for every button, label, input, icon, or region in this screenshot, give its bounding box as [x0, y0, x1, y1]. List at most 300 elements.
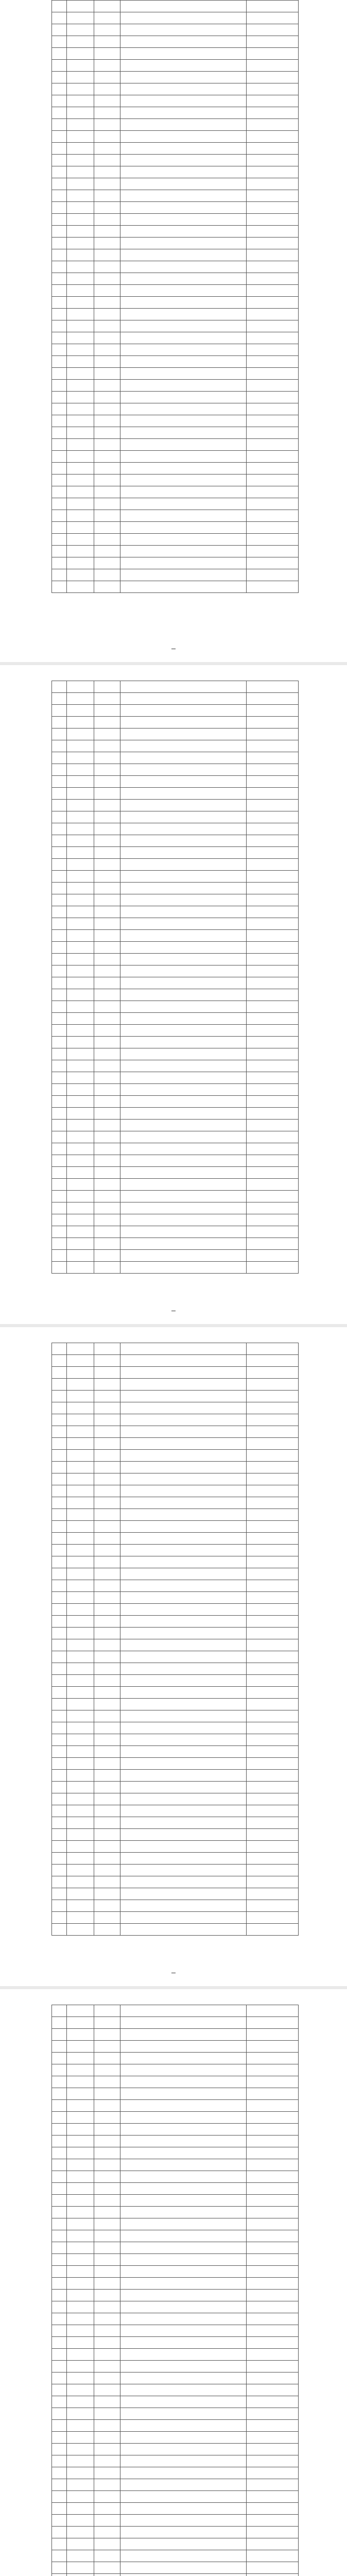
table-cell [67, 2254, 94, 2266]
table-cell [67, 1143, 94, 1155]
table-cell [94, 1853, 120, 1865]
table-cell [94, 1438, 120, 1450]
table-cell [247, 1096, 299, 1108]
table-cell [120, 1262, 247, 1274]
table-cell [67, 2455, 94, 2467]
table-cell [120, 451, 247, 463]
table-cell [67, 214, 94, 226]
table-cell [247, 1402, 299, 1414]
table-cell [120, 1108, 247, 1120]
table-cell [52, 1592, 67, 1604]
table-cell [67, 2124, 94, 2136]
table-cell [52, 2112, 67, 2124]
table-cell [67, 2159, 94, 2171]
table-cell [52, 72, 67, 83]
table-row [52, 1568, 299, 1580]
table-cell [52, 2349, 67, 2361]
table-cell [247, 1805, 299, 1817]
table-cell [67, 368, 94, 380]
table-cell [52, 403, 67, 415]
table-cell [52, 1013, 67, 1025]
table-cell [94, 1770, 120, 1782]
table-cell [94, 1663, 120, 1675]
table-cell [52, 214, 67, 226]
table-cell [247, 2467, 299, 2479]
table-cell [247, 2503, 299, 2515]
table-cell [52, 2207, 67, 2218]
table-cell [247, 2372, 299, 2384]
table-row [52, 2053, 299, 2064]
table-row [52, 788, 299, 800]
table-cell [120, 1250, 247, 1262]
table-cell [247, 392, 299, 403]
table-row [52, 2076, 299, 2088]
table-row [52, 1167, 299, 1179]
table-cell [247, 166, 299, 178]
table-cell [94, 2112, 120, 2124]
table-cell [247, 510, 299, 522]
table-cell [120, 2100, 247, 2112]
table-row [52, 1473, 299, 1485]
table-cell [67, 1426, 94, 1438]
table-cell [120, 226, 247, 238]
table-cell [247, 752, 299, 764]
table-cell [67, 2479, 94, 2491]
table-cell [247, 1841, 299, 1853]
table-cell [52, 1037, 67, 1048]
table-cell [94, 764, 120, 776]
table-cell [67, 776, 94, 788]
table-cell [247, 977, 299, 989]
table-cell [94, 190, 120, 202]
table-cell [120, 1414, 247, 1426]
table-cell [67, 2372, 94, 2384]
table-row [52, 95, 299, 107]
table-cell [120, 72, 247, 83]
table-cell [120, 1379, 247, 1391]
table-cell [52, 2053, 67, 2064]
table-cell [67, 2136, 94, 2147]
table-cell [120, 238, 247, 249]
table-row [52, 1226, 299, 1238]
table-cell [94, 2076, 120, 2088]
table-cell [52, 12, 67, 24]
table-cell [94, 1179, 120, 1191]
table-cell [94, 344, 120, 356]
table-cell [247, 1710, 299, 1722]
table-row [52, 681, 299, 693]
table-cell [67, 1734, 94, 1746]
table-row [52, 1485, 299, 1497]
table-cell [67, 954, 94, 965]
table-cell [120, 2527, 247, 2538]
table-row [52, 1179, 299, 1191]
table-cell [247, 2017, 299, 2029]
table-cell [52, 1191, 67, 1202]
table-cell [120, 871, 247, 883]
table-cell [120, 2467, 247, 2479]
table-cell [247, 1675, 299, 1687]
table-row [52, 1462, 299, 1473]
table-cell [247, 1379, 299, 1391]
table-cell [120, 1888, 247, 1900]
table-cell [120, 510, 247, 522]
table-cell [94, 131, 120, 143]
table-cell [120, 557, 247, 569]
table-cell [67, 1001, 94, 1013]
table-cell [120, 1675, 247, 1687]
table-cell [120, 1912, 247, 1924]
table-cell [120, 2230, 247, 2242]
table-cell [52, 368, 67, 380]
table-row [52, 728, 299, 740]
table-cell [94, 2325, 120, 2337]
table-row [52, 2420, 299, 2432]
table-cell [120, 368, 247, 380]
table-cell [247, 2136, 299, 2147]
table-cell [247, 581, 299, 593]
table-row [52, 1900, 299, 1912]
table-row [52, 1592, 299, 1604]
table-cell [67, 261, 94, 273]
table-cell [52, 297, 67, 309]
table-cell [120, 166, 247, 178]
table-cell [52, 1556, 67, 1568]
table-cell [52, 48, 67, 60]
table-cell [67, 1865, 94, 1876]
table-cell [120, 2337, 247, 2349]
table-cell [52, 1841, 67, 1853]
table-cell [94, 546, 120, 557]
table-cell [247, 2349, 299, 2361]
table-cell [94, 2527, 120, 2538]
table-row [52, 534, 299, 546]
table-cell [120, 2171, 247, 2183]
table-cell [52, 859, 67, 871]
table-cell [94, 569, 120, 581]
document-page-1 [0, 0, 347, 662]
table-cell [67, 1250, 94, 1262]
table-cell [94, 1793, 120, 1805]
table-cell [247, 1013, 299, 1025]
table-cell [94, 1556, 120, 1568]
table-row [52, 1355, 299, 1367]
table-cell [247, 522, 299, 534]
table-cell [67, 1545, 94, 1556]
table-cell [67, 1829, 94, 1841]
table-row [52, 1616, 299, 1628]
table-cell [94, 2313, 120, 2325]
table-cell [247, 2432, 299, 2444]
table-cell [94, 2266, 120, 2278]
table-row [52, 1155, 299, 1167]
table-cell [247, 1616, 299, 1628]
table-cell [67, 1402, 94, 1414]
table-cell [247, 569, 299, 581]
table-cell [247, 463, 299, 474]
table-cell [52, 1829, 67, 1841]
table-cell [94, 451, 120, 463]
table-cell [120, 83, 247, 95]
table-row [52, 776, 299, 788]
table-cell [120, 2278, 247, 2290]
table-cell [120, 2005, 247, 2017]
table-row [52, 1238, 299, 1250]
table-cell [94, 368, 120, 380]
table-cell [52, 835, 67, 847]
table-row [52, 2254, 299, 2266]
table-cell [67, 2444, 94, 2455]
table-cell [94, 1604, 120, 1616]
table-cell [94, 788, 120, 800]
table-row [52, 1675, 299, 1687]
table-cell [52, 2136, 67, 2147]
table-row [52, 1001, 299, 1013]
table-cell [52, 581, 67, 593]
table-cell [67, 2242, 94, 2254]
table-cell [247, 1473, 299, 1485]
table-cell [94, 261, 120, 273]
table-cell [52, 1001, 67, 1013]
table-cell [94, 2029, 120, 2041]
table-cell [94, 2361, 120, 2372]
table-row [52, 1770, 299, 1782]
table-row [52, 261, 299, 273]
table-cell [67, 1072, 94, 1084]
table-cell [52, 2444, 67, 2455]
table-cell [94, 474, 120, 486]
table-row [52, 977, 299, 989]
table-cell [247, 1888, 299, 1900]
table-cell [247, 1414, 299, 1426]
table-cell [247, 1853, 299, 1865]
table-cell [67, 557, 94, 569]
table-cell [247, 1226, 299, 1238]
table-cell [94, 2254, 120, 2266]
table-cell [120, 1592, 247, 1604]
table-row [52, 2171, 299, 2183]
table-cell [67, 1853, 94, 1865]
table-cell [67, 1651, 94, 1663]
table-cell [67, 2171, 94, 2183]
table-cell [247, 2207, 299, 2218]
table-cell [52, 1048, 67, 1060]
table-cell [120, 1037, 247, 1048]
table-row [52, 2005, 299, 2017]
table-cell [52, 356, 67, 368]
table-cell [52, 1355, 67, 1367]
table-cell [67, 847, 94, 859]
table-cell [52, 2361, 67, 2372]
table-cell [52, 1250, 67, 1262]
table-row [52, 1096, 299, 1108]
table-row [52, 1379, 299, 1391]
table-row [52, 403, 299, 415]
table-cell [120, 1616, 247, 1628]
table-cell [52, 320, 67, 332]
table-cell [52, 2088, 67, 2100]
table-cell [52, 1497, 67, 1509]
table-row [52, 415, 299, 427]
table-cell [67, 1391, 94, 1402]
table-cell [247, 72, 299, 83]
table-cell [67, 1214, 94, 1226]
table-row [52, 143, 299, 155]
table-cell [94, 1391, 120, 1402]
table-cell [94, 717, 120, 728]
table-cell [67, 2100, 94, 2112]
table-cell [120, 2538, 247, 2550]
table-cell [52, 1580, 67, 1592]
table-cell [120, 2515, 247, 2527]
table-cell [247, 119, 299, 131]
table-cell [247, 2195, 299, 2207]
table-cell [67, 83, 94, 95]
table-cell [120, 681, 247, 693]
table-cell [52, 1912, 67, 1924]
table-cell [120, 752, 247, 764]
table-row [52, 60, 299, 72]
table-cell [67, 2562, 94, 2574]
table-row [52, 392, 299, 403]
table-cell [52, 823, 67, 835]
table-cell [67, 788, 94, 800]
page-number [0, 1307, 347, 1313]
table-cell [94, 1734, 120, 1746]
table-cell [67, 1167, 94, 1179]
table-cell [120, 119, 247, 131]
table-cell [120, 1226, 247, 1238]
table-cell [120, 2183, 247, 2195]
table-cell [247, 1533, 299, 1545]
table-cell [52, 1438, 67, 1450]
table-cell [94, 2372, 120, 2384]
table-cell [94, 463, 120, 474]
table-cell [120, 332, 247, 344]
table-cell [120, 2479, 247, 2491]
table-cell [67, 320, 94, 332]
table-cell [94, 2230, 120, 2242]
table-cell [120, 392, 247, 403]
table-cell [67, 1238, 94, 1250]
table-cell [52, 1238, 67, 1250]
table-cell [247, 906, 299, 918]
table-cell [94, 2479, 120, 2491]
table-cell [247, 1155, 299, 1167]
table-cell [52, 273, 67, 285]
table-cell [120, 977, 247, 989]
table-cell [67, 2384, 94, 2396]
table-cell [67, 2361, 94, 2372]
table-row [52, 546, 299, 557]
table-cell [120, 2041, 247, 2053]
table-cell [67, 740, 94, 752]
table-cell [67, 2550, 94, 2562]
table-cell [120, 1817, 247, 1829]
table-cell [94, 510, 120, 522]
table-cell [52, 463, 67, 474]
table-cell [247, 2088, 299, 2100]
table-cell [94, 557, 120, 569]
table-cell [247, 800, 299, 811]
table-cell [52, 2562, 67, 2574]
table-cell [247, 1179, 299, 1191]
table-cell [247, 427, 299, 439]
table-cell [120, 415, 247, 427]
table-row [52, 1108, 299, 1120]
table-cell [247, 1238, 299, 1250]
table-row [52, 2301, 299, 2313]
table-cell [52, 2266, 67, 2278]
table-cell [120, 2550, 247, 2562]
table-cell [52, 2100, 67, 2112]
table-cell [67, 285, 94, 297]
table-row [52, 557, 299, 569]
table-cell [67, 1, 94, 12]
table-cell [67, 752, 94, 764]
table-cell [52, 1096, 67, 1108]
table-row [52, 942, 299, 954]
document-page-2 [0, 662, 347, 1324]
table-cell [52, 238, 67, 249]
table-cell [67, 1379, 94, 1391]
table-cell [67, 1084, 94, 1096]
table-row [52, 2112, 299, 2124]
table-cell [52, 1262, 67, 1274]
table-row [52, 1556, 299, 1568]
table-cell [247, 2361, 299, 2372]
table-cell [52, 1485, 67, 1497]
table-cell [94, 534, 120, 546]
table-cell [120, 2562, 247, 2574]
table-cell [94, 1426, 120, 1438]
table-cell [94, 1628, 120, 1639]
table-cell [67, 930, 94, 942]
table-cell [67, 1414, 94, 1426]
table-cell [94, 1710, 120, 1722]
table-cell [120, 883, 247, 894]
table-cell [52, 2527, 67, 2538]
table-cell [247, 2337, 299, 2349]
table-row [52, 930, 299, 942]
table-cell [120, 1131, 247, 1143]
table-cell [120, 1167, 247, 1179]
table-row [52, 1817, 299, 1829]
table-cell [52, 1084, 67, 1096]
table-cell [67, 392, 94, 403]
table-cell [120, 1604, 247, 1616]
table-cell [52, 2337, 67, 2349]
table-cell [52, 2230, 67, 2242]
table-cell [247, 847, 299, 859]
table-cell [67, 1628, 94, 1639]
table-cell [120, 2408, 247, 2420]
table-cell [247, 705, 299, 717]
table-row [52, 693, 299, 705]
table-cell [52, 83, 67, 95]
table-cell [120, 1438, 247, 1450]
table-cell [52, 1568, 67, 1580]
table-cell [67, 2195, 94, 2207]
table-cell [52, 1533, 67, 1545]
table-row [52, 1214, 299, 1226]
table-row [52, 1521, 299, 1533]
table-cell [120, 1001, 247, 1013]
table-cell [120, 1048, 247, 1060]
table-cell [120, 2491, 247, 2503]
table-cell [94, 166, 120, 178]
table-cell [247, 2444, 299, 2455]
